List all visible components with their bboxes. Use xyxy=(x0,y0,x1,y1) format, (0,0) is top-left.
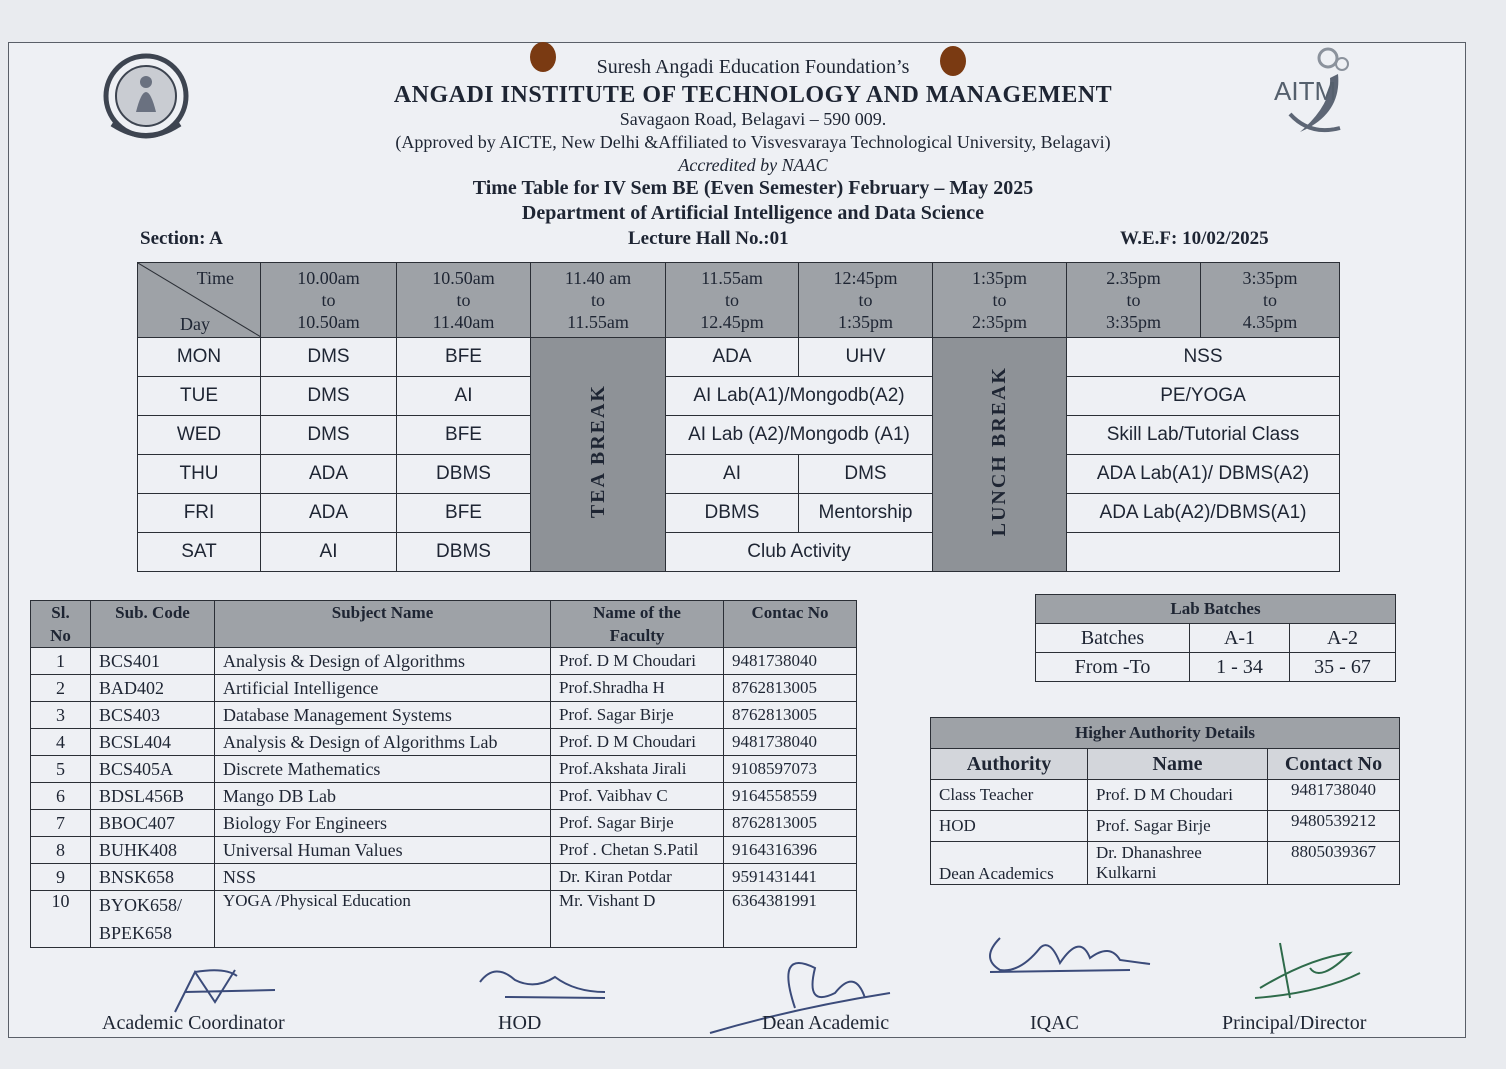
iqac-signature xyxy=(980,928,1155,978)
subject-name: Analysis & Design of Algorithms xyxy=(215,648,551,675)
afternoon-cell xyxy=(1067,533,1340,572)
batch-a2: A-2 xyxy=(1290,624,1396,653)
day-cell: FRI xyxy=(138,494,261,533)
table-row xyxy=(931,811,1400,842)
col-header-code: Sub. Code xyxy=(91,601,215,648)
authority-role: Dean Academics xyxy=(931,842,1088,885)
table-row xyxy=(931,780,1400,811)
batch-a1: A-1 xyxy=(1190,624,1290,653)
institute-address: Savagaon Road, Belagavi – 590 009. xyxy=(619,109,887,129)
col-header-name: Subject Name xyxy=(215,601,551,648)
midday-cell: AI Lab (A2)/Mongodb (A1) xyxy=(666,416,933,455)
day-cell: MON xyxy=(138,338,261,377)
day-cell: SAT xyxy=(138,533,261,572)
period-cell: DBMS xyxy=(397,455,531,494)
period-cell: DBMS xyxy=(397,533,531,572)
period-cell: AI xyxy=(397,377,531,416)
subject-code: BCS401 xyxy=(91,648,215,675)
principal-director-label: Principal/Director xyxy=(1222,1012,1367,1034)
table-row xyxy=(31,675,857,702)
corner-time-label: Time xyxy=(196,268,234,288)
slot-header: 11.55am to 12.45pm xyxy=(666,263,799,338)
col-header-slno: Sl. No xyxy=(31,601,91,648)
timetable-grid xyxy=(137,262,1340,572)
wef-date: W.E.F: 10/02/2025 xyxy=(1120,228,1269,249)
subject-contact: 8762813005 xyxy=(724,810,857,837)
from-to-label: From -To xyxy=(1036,653,1190,682)
subject-code: BYOK658/ BPEK658 xyxy=(91,891,215,948)
subject-name: Analysis & Design of Algorithms Lab xyxy=(215,729,551,756)
afternoon-cell: ADA Lab(A2)/DBMS(A1) xyxy=(1067,494,1340,533)
foundation-name: Suresh Angadi Education Foundation’s xyxy=(596,56,910,78)
slot-header: 10.50am to 11.40am xyxy=(397,263,531,338)
authority-contact: 9480539212 xyxy=(1268,811,1400,842)
subject-faculty: Prof. D M Choudari xyxy=(551,729,724,756)
subject-name: Artificial Intelligence xyxy=(215,675,551,702)
slot-header: 1:35pm to 2:35pm xyxy=(933,263,1067,338)
subject-no: 10 xyxy=(31,891,91,948)
slot-header: 3:35pm to 4.35pm xyxy=(1201,263,1340,338)
subject-no: 2 xyxy=(31,675,91,702)
table-row xyxy=(31,729,857,756)
period-cell: AI xyxy=(261,533,397,572)
subject-no: 4 xyxy=(31,729,91,756)
subject-contact: 9481738040 xyxy=(724,729,857,756)
subject-contact: 6364381991 xyxy=(724,891,857,948)
period-cell: ADA xyxy=(261,455,397,494)
institute-name: ANGADI INSTITUTE OF TECHNOLOGY AND MANAGEMENT xyxy=(393,82,1113,108)
subject-code: BCS405A xyxy=(91,756,215,783)
lab-batches-table xyxy=(1035,594,1396,682)
batch-a1-range: 1 - 34 xyxy=(1190,653,1290,682)
lecture-hall-label: Lecture Hall No.:01 xyxy=(628,228,789,249)
table-row xyxy=(31,648,857,675)
authority-contact: 8805039367 xyxy=(1268,842,1400,885)
authority-role: Class Teacher xyxy=(931,780,1088,811)
subject-no: 3 xyxy=(31,702,91,729)
batches-label: Batches xyxy=(1036,624,1190,653)
period-cell: BFE xyxy=(397,416,531,455)
authority-table xyxy=(930,717,1400,885)
subject-faculty: Dr. Kiran Potdar xyxy=(551,864,724,891)
subject-contact: 9591431441 xyxy=(724,864,857,891)
lab-batches-title: Lab Batches xyxy=(1036,595,1396,624)
iqac-label: IQAC xyxy=(1030,1012,1079,1034)
subject-faculty: Prof.Akshata Jirali xyxy=(551,756,724,783)
subject-contact: 8762813005 xyxy=(724,675,857,702)
midday-cell: AI Lab(A1)/Mongodb(A2) xyxy=(666,377,933,416)
period-cell: AI xyxy=(666,455,799,494)
day-cell: TUE xyxy=(138,377,261,416)
period-cell: BFE xyxy=(397,494,531,533)
subject-code: BDSL456B xyxy=(91,783,215,810)
subject-name: Mango DB Lab xyxy=(215,783,551,810)
day-cell: WED xyxy=(138,416,261,455)
department-name: Department of Artificial Intelligence and Data Science xyxy=(521,202,985,224)
subject-name: Database Management Systems xyxy=(215,702,551,729)
subject-name: Discrete Mathematics xyxy=(215,756,551,783)
period-cell: BFE xyxy=(397,338,531,377)
col-header-authority: Authority xyxy=(931,749,1088,780)
subject-contact: 8762813005 xyxy=(724,702,857,729)
subject-name: Universal Human Values xyxy=(215,837,551,864)
tea-break-cell: TEA BREAK xyxy=(531,338,666,572)
principal-signature xyxy=(1250,938,1370,1008)
slot-header: 11.40 am to 11.55am xyxy=(531,263,666,338)
hod-signature xyxy=(475,962,615,1002)
timetable-title: Time Table for IV Sem BE (Even Semester) February – May 2025 xyxy=(472,177,1034,199)
slot-header: 2.35pm to 3:35pm xyxy=(1067,263,1201,338)
subject-code: BUHK408 xyxy=(91,837,215,864)
batch-a2-range: 35 - 67 xyxy=(1290,653,1396,682)
table-row xyxy=(31,864,857,891)
subject-contact: 9108597073 xyxy=(724,756,857,783)
period-cell: Mentorship xyxy=(799,494,933,533)
subject-no: 6 xyxy=(31,783,91,810)
subject-no: 5 xyxy=(31,756,91,783)
subject-no: 8 xyxy=(31,837,91,864)
col-header-name: Name xyxy=(1088,749,1268,780)
subject-contact: 9164316396 xyxy=(724,837,857,864)
col-header-contact: Contact No xyxy=(1268,749,1400,780)
corner-day-label: Day xyxy=(180,314,210,334)
col-header-faculty: Name of the Faculty xyxy=(551,601,724,648)
dean-academic-label: Dean Academic xyxy=(762,1012,890,1034)
authority-title: Higher Authority Details xyxy=(931,718,1400,749)
table-row xyxy=(31,810,857,837)
day-cell: THU xyxy=(138,455,261,494)
period-cell: UHV xyxy=(799,338,933,377)
subject-contact: 9481738040 xyxy=(724,648,857,675)
subject-faculty: Mr. Vishant D xyxy=(551,891,724,948)
afternoon-cell: NSS xyxy=(1067,338,1340,377)
authority-role: HOD xyxy=(931,811,1088,842)
subject-name: Biology For Engineers xyxy=(215,810,551,837)
subject-contact: 9164558559 xyxy=(724,783,857,810)
table-row xyxy=(31,756,857,783)
accreditation-text: Accredited by NAAC xyxy=(678,155,828,175)
authority-name: Prof. D M Choudari xyxy=(1088,780,1268,811)
subject-code: BCS403 xyxy=(91,702,215,729)
slot-header: 10.00am to 10.50am xyxy=(261,263,397,338)
subject-faculty: Prof.Shradha H xyxy=(551,675,724,702)
period-cell: DMS xyxy=(261,338,397,377)
lunch-break-cell: LUNCH BREAK xyxy=(933,338,1067,572)
subject-no: 9 xyxy=(31,864,91,891)
afternoon-cell: Skill Lab/Tutorial Class xyxy=(1067,416,1340,455)
subject-name: NSS xyxy=(215,864,551,891)
table-row xyxy=(31,702,857,729)
period-cell: DMS xyxy=(799,455,933,494)
subject-faculty: Prof. Sagar Birje xyxy=(551,702,724,729)
period-cell: DMS xyxy=(261,377,397,416)
authority-name: Dr. Dhanashree Kulkarni xyxy=(1088,842,1268,885)
hod-label: HOD xyxy=(498,1012,542,1034)
subject-table xyxy=(30,600,857,948)
aitm-logo-text: AITM xyxy=(1274,76,1337,106)
table-row xyxy=(31,837,857,864)
col-header-contact: Contac No xyxy=(724,601,857,648)
subject-name: YOGA /Physical Education xyxy=(215,891,551,948)
table-row xyxy=(31,783,857,810)
period-cell: DMS xyxy=(261,416,397,455)
subject-no: 1 xyxy=(31,648,91,675)
subject-code: BAD402 xyxy=(91,675,215,702)
period-cell: DBMS xyxy=(666,494,799,533)
authority-name: Prof. Sagar Birje xyxy=(1088,811,1268,842)
period-cell: ADA xyxy=(261,494,397,533)
subject-faculty: Prof. D M Choudari xyxy=(551,648,724,675)
approval-text: (Approved by AICTE, New Delhi &Affiliated to Visvesvaraya Technological University, Belagavi) xyxy=(395,132,1111,152)
period-cell: ADA xyxy=(666,338,799,377)
subject-code: BBOC407 xyxy=(91,810,215,837)
subject-no: 7 xyxy=(31,810,91,837)
time-day-corner xyxy=(138,263,261,338)
midday-cell: Club Activity xyxy=(666,533,933,572)
subject-faculty: Prof . Chetan S.Patil xyxy=(551,837,724,864)
subject-code: BNSK658 xyxy=(91,864,215,891)
subject-faculty: Prof. Sagar Birje xyxy=(551,810,724,837)
slot-header: 12:45pm to 1:35pm xyxy=(799,263,933,338)
authority-contact: 9481738040 xyxy=(1268,780,1400,811)
subject-faculty: Prof. Vaibhav C xyxy=(551,783,724,810)
subject-code: BCSL404 xyxy=(91,729,215,756)
afternoon-cell: PE/YOGA xyxy=(1067,377,1340,416)
afternoon-cell: ADA Lab(A1)/ DBMS(A2) xyxy=(1067,455,1340,494)
academic-coordinator-label: Academic Coordinator xyxy=(102,1012,285,1034)
section-label: Section: A xyxy=(140,228,223,249)
